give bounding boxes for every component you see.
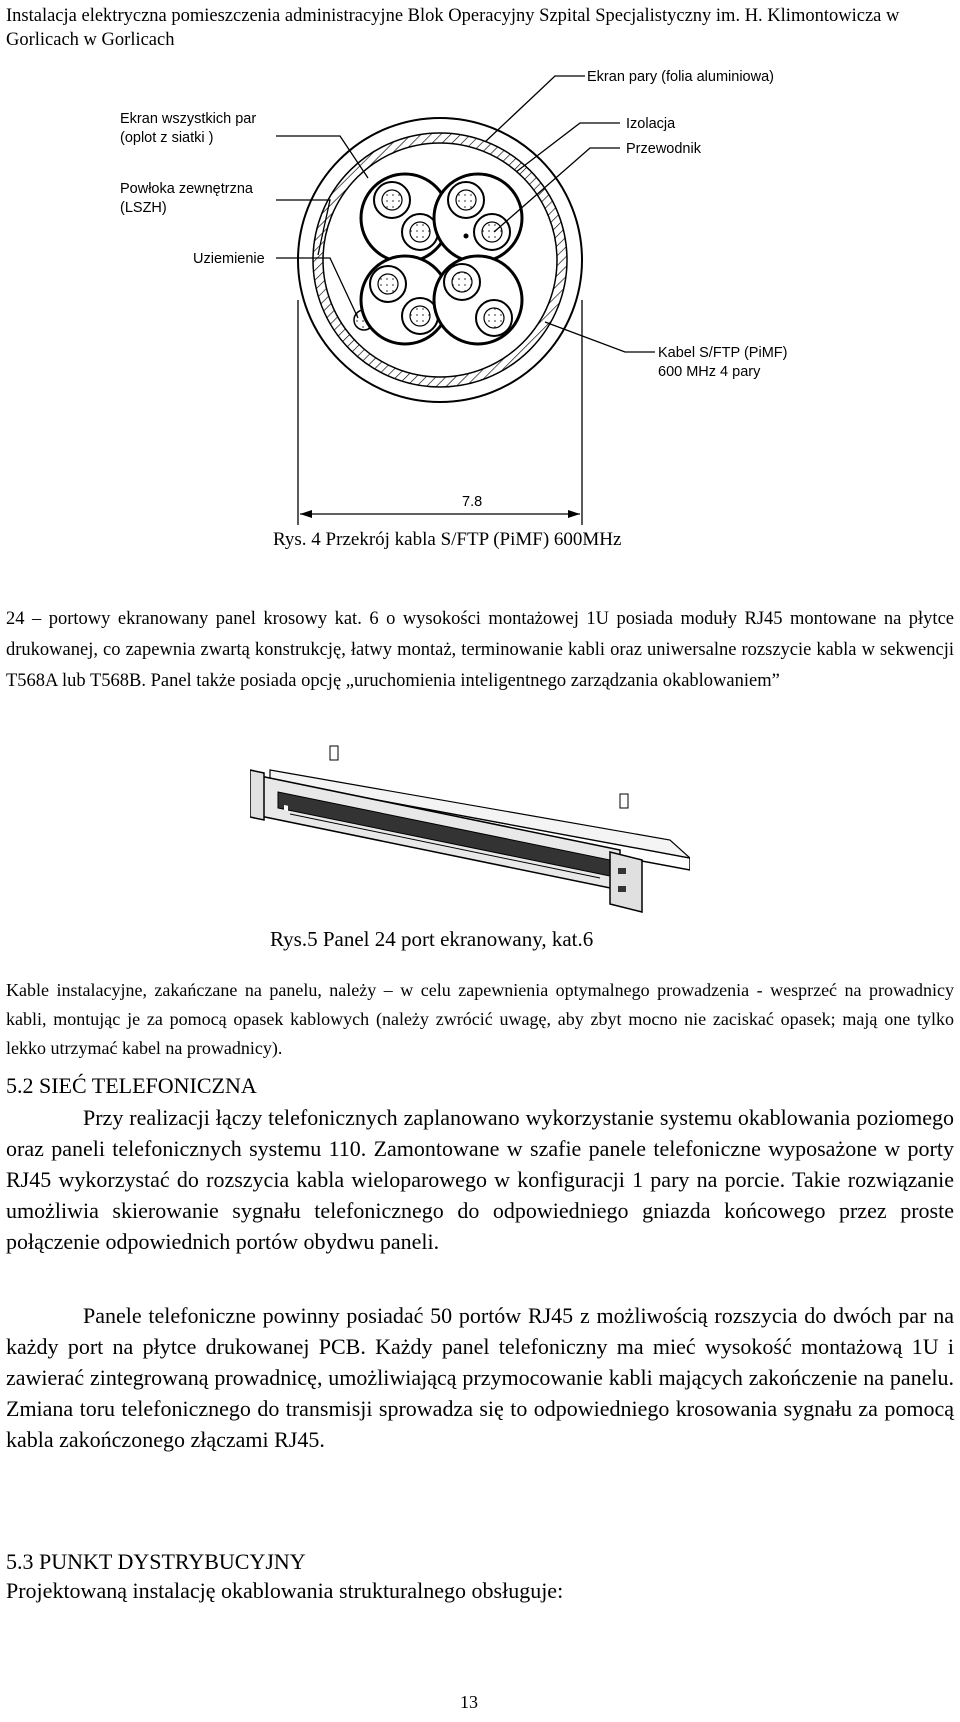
- section-5-3-heading: 5.3 PUNKT DYSTRYBUCYJNY: [6, 1549, 306, 1574]
- paragraph-patch-panel: 24 – portowy ekranowany panel krosowy kat. 6 o wysokości montażowej 1U posiada moduły RJ45 montowane na płytce drukowanej, co zapewnia zwartą konstrukcję, łatwy montaż, terminowanie kabli oraz uniwersalne rozszycie kabla w sekwencji T568A lub T568B. Panel także posiada opcję „uruchomienia inteligentnego zarządzania okablowaniem”: [6, 609, 954, 691]
- label-cable-type: Kabel S/FTP (PiMF): [658, 345, 788, 361]
- label-all-pairs-shield: Ekran wszystkich par: [120, 111, 257, 127]
- label-all-pairs-shield-2: (oplot z siatki ): [120, 130, 214, 146]
- section-5-2-paragraph-1: Przy realizacji łączy telefonicznych zaplanowano wykorzystanie systemu okablowania poziomego oraz paneli telefonicznych systemu 110. Zamontowane w szafie panele telefoniczne wyposażone w porty RJ45 wykorzystać do rozszycia kabla wieloparowego w konfiguracji 1 pary na porcie. Takie rozwiązanie umożliwia skierowanie sygnału telefonicznego do odpowiedniego gniazda końcowego przez proste połączenie odpowiednich portów obydwu paneli.: [6, 1105, 954, 1254]
- page-number: 13: [460, 1692, 478, 1712]
- label-insulation: Izolacja: [626, 116, 676, 132]
- cable-cross-section-figure: [0, 60, 960, 530]
- page-header: Instalacja elektryczna pomieszczenia administracyjne Blok Operacyjny Szpital Specjalistyczny im. H. Klimontowicza w Gorlicach w Gorlicach: [6, 6, 900, 50]
- patch-panel-figure: [250, 740, 690, 930]
- figure5-caption: Rys.5 Panel 24 port ekranowany, kat.6: [270, 927, 594, 951]
- pair-top-right: [434, 174, 522, 262]
- label-pair-shield: Ekran pary (folia aluminiowa): [587, 69, 774, 85]
- section-5-2-paragraph-2: Panele telefoniczne powinny posiadać 50 portów RJ45 z możliwością rozszycia do dwóch par na każdy port na płytce drukowanej PCB. Każdy panel telefoniczny ma mieć wysokość montażową 1U i zawierać zintegrowaną prowadnicę, umożliwiającą przymocowanie kabli mających zakończenie na panelu. Zmiana toru telefonicznego do transmisji sprowadza się to odpowiedniego krosowania sygnału za pomocą kabla zakończonego złączami RJ45.: [6, 1303, 954, 1452]
- label-conductor: Przewodnik: [626, 141, 701, 157]
- label-outer-sheath: Powłoka zewnętrzna: [120, 181, 253, 197]
- section-5-3-line: Projektowaną instalację okablowania strukturalnego obsługuje:: [6, 1578, 564, 1603]
- pair-bottom-right: [434, 256, 522, 344]
- paragraph-cable-routing: Kable instalacyjne, zakańczane na panelu, należy – w celu zapewnienia optymalnego prowadzenia - wesprzeć na prowadnicy kabli, montując je za pomocą opasek kablowych (należy zwrócić uwagę, aby zbyt mocno nie zaciskać opasek; mają one tylko lekko utrzymać kabel na prowadnicy).: [6, 980, 954, 1058]
- label-ground: Uziemienie: [193, 251, 265, 267]
- figure4-caption: Rys. 4 Przekrój kabla S/FTP (PiMF) 600MHz: [273, 529, 622, 550]
- label-outer-sheath-2: (LSZH): [120, 200, 167, 216]
- label-dimension: 7.8: [462, 494, 483, 510]
- section-5-2-heading: 5.2 SIEĆ TELEFONICZNA: [6, 1073, 257, 1098]
- label-cable-spec: 600 MHz 4 pary: [658, 364, 761, 380]
